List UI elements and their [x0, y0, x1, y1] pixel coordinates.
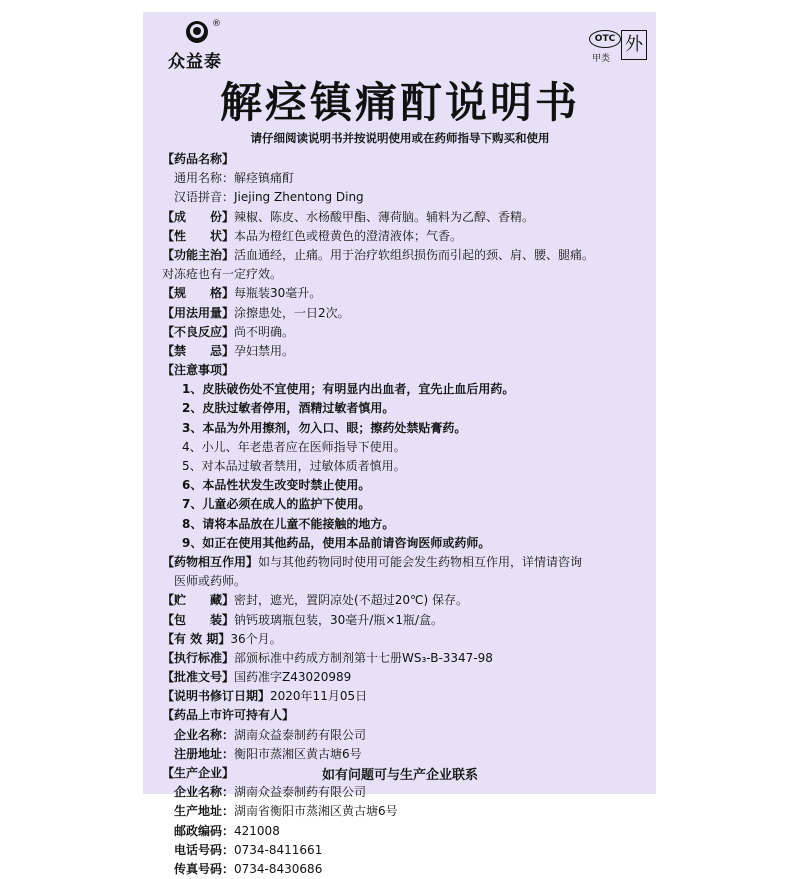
drug-name-header: 【药品名称】: [162, 152, 235, 166]
holder-address-row: 注册地址：衡阳市蒸湘区黄古塘6号: [174, 746, 362, 761]
generic-name-row: 通用名称：解痉镇痛酊: [174, 171, 295, 186]
note-item: 9、如正在使用其他药品，使用本品前请咨询医师或药师。: [182, 535, 491, 550]
producer-company-row: 企业名称：湖南众益泰制药有限公司: [174, 785, 367, 800]
note-item: 7、儿童必须在成人的监护下使用。: [182, 497, 371, 512]
brand-logo: [168, 19, 228, 72]
indications-row: 【功能主治】活血通经，止痛。用于治疗软组织损伤而引起的颈、肩、腰、腿痛。: [162, 247, 595, 262]
storage-row: 【贮 藏】密封，遮光，置阴凉处(不超过20℃) 保存。: [162, 593, 468, 608]
producer-header: 【生产企业】: [162, 766, 235, 780]
note-item: 5、对本品过敏者禁用，过敏体质者慎用。: [182, 459, 406, 473]
contraindications-row: 【禁 忌】孕妇禁用。: [162, 343, 295, 358]
document-title: 解痉镇痛酊说明书: [219, 78, 580, 127]
document-subtitle: 请仔细阅读说明书并按说明使用或在药师指导下购买和使用: [250, 131, 550, 145]
external-use-mark: 外: [621, 30, 647, 60]
revision-date-row: 【说明书修订日期】2020年11月05日: [162, 689, 368, 704]
pinyin-row: 汉语拼音：Jiejing Zhentong Ding: [174, 190, 364, 205]
phone-row: 电话号码：0734-8411661: [174, 842, 323, 857]
otc-badge: OTC: [589, 30, 621, 48]
approval-row: 【批准文号】国药准字Z43020989: [162, 670, 352, 685]
note-item: 2、皮肤过敏者停用，酒精过敏者慎用。: [182, 401, 395, 416]
specification-row: 【规 格】每瓶装30毫升。: [162, 286, 322, 301]
note-item: 4、小儿、年老患者应在医师指导下使用。: [182, 439, 406, 454]
notes-header: 【注意事项】: [162, 363, 235, 378]
ingredients-row: 【成 份】辣椒、陈皮、水杨酸甲酯、薄荷脑。辅料为乙醇、香精。: [162, 209, 535, 224]
note-item: 6、本品性状发生改变时禁止使用。: [182, 478, 371, 493]
properties-row: 【性 状】本品为橙红色或橙黄色的澄清液体；气香。: [162, 228, 463, 243]
holder-header: 【药品上市许可持有人】: [162, 708, 295, 723]
note-item: 3、本品为外用擦剂，勿入口、眼；擦药处禁贴膏药。: [182, 420, 467, 435]
indications-continued: 对冻疮也有一定疗效。: [162, 267, 283, 282]
brand-mark-icon: [184, 20, 210, 44]
note-item: 8、请将本品放在儿童不能接触的地方。: [182, 516, 395, 531]
validity-row: 【有 效 期】36个月。: [162, 631, 282, 646]
otc-marking: [589, 30, 647, 64]
brand-name: 众益泰: [168, 52, 222, 72]
registered-mark: ®: [212, 19, 221, 29]
holder-company-row: 企业名称：湖南众益泰制药有限公司: [174, 727, 367, 742]
standard-row: 【执行标准】部颁标准中药成方制剂第十七册WS₃-B-3347-98: [162, 650, 493, 665]
interactions-continued: 医师或药师。: [174, 574, 247, 589]
package-row: 【包 装】钠钙玻璃瓶包装，30毫升/瓶×1瓶/盒。: [162, 612, 444, 627]
footer-contact-note: 如有问题可与生产企业联系: [321, 768, 478, 783]
postcode-row: 邮政编码：421008: [174, 823, 280, 838]
fax-row: 传真号码：0734-8430686: [174, 861, 323, 876]
adverse-reactions-row: 【不良反应】尚不明确。: [162, 324, 295, 339]
usage-row: 【用法用量】涂擦患处，一日2次。: [162, 305, 350, 320]
producer-address-row: 生产地址：湖南省衡阳市蒸湘区黄古塘6号: [174, 804, 398, 819]
otc-class: 甲类: [592, 54, 611, 64]
note-item: 1、皮肤破伤处不宜使用；有明显内出血者，宜先止血后用药。: [182, 382, 515, 397]
interactions-row: 【药物相互作用】如与其他药物同时使用可能会发生药物相互作用，详情请咨询: [162, 554, 583, 569]
